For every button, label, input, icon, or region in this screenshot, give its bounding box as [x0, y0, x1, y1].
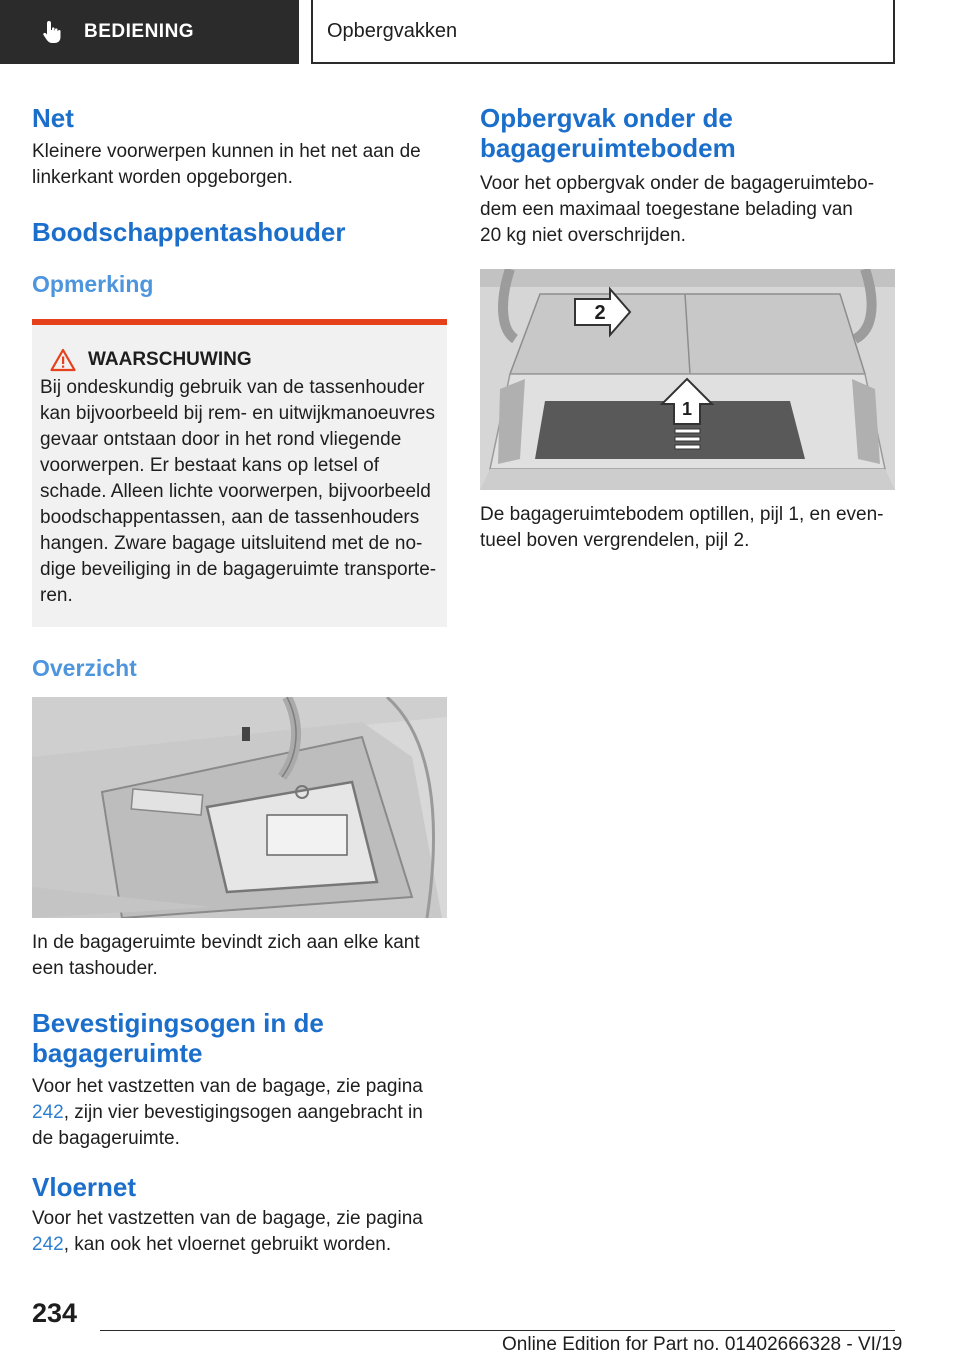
page-number: 234: [32, 1298, 78, 1328]
edition-text: Online Edition for Part no. 01402666328 - VI/19: [502, 1334, 903, 1355]
warning-title: WAARSCHUWING: [88, 349, 252, 370]
page-ref-link[interactable]: 242: [32, 1234, 64, 1255]
heading-shopping-bag-holder: Boodschappentashouder: [32, 217, 346, 247]
eyelets-text-after: , zijn vier bevestigingsogen aangebracht in de bagageruimte.: [32, 1102, 423, 1149]
heading-overview: Overzicht: [32, 655, 137, 681]
warning-text: Bij ondeskundig gebruik van de tassenhouder kan bijvoorbeeld bij rem- en uitwijkmanoeuvres gevaar ontstaan door in het rond vliegende voorwerpen. Er bestaat kans op letsel of schade. Alleen lichte voorwerpen, bijvoorbeeld boodschappentassen, aan de tassenhouders hangen. Zware bagage uitsluitend met de nodige beveiliging in de bagageruimte transporteren.: [40, 377, 437, 606]
footer-divider: [100, 1330, 895, 1331]
floor-net-text-after: , kan ook het vloernet gebruikt worden.: [63, 1234, 392, 1255]
eyelets-text-before: Voor het vastzetten van de bagage, zie pagina: [32, 1076, 423, 1097]
heading-net: Net: [32, 103, 74, 133]
warning-box: [32, 319, 447, 627]
arrow-label-2: 2: [594, 302, 606, 324]
overview-caption: In de bagageruimte bevindt zich aan elke kant een tashouder.: [32, 932, 420, 979]
storage-text: Voor het opbergvak onder de bagageruimtebodem een maximaal toegestane belading van 20 kg niet overschrijden.: [480, 173, 875, 246]
trunk-bag-holder-illustration: [32, 697, 447, 918]
left-column: [32, 100, 447, 1258]
floor-net-text-before: Voor het vastzetten van de bagage, zie pagina: [32, 1208, 423, 1229]
floor-net-text: [32, 1206, 447, 1258]
section-tab: [0, 0, 299, 64]
heading-floor-net: Vloernet: [32, 1172, 137, 1202]
heading-storage-under-floor: Opbergvak onder de bagageruimtebodem: [480, 103, 736, 163]
right-column: [480, 100, 895, 554]
eyelets-text: [32, 1074, 447, 1152]
section-label: BEDIENING: [84, 21, 195, 42]
floor-caption: De bagageruimtebodem optillen, pijl 1, en eventueel boven vergrendelen, pijl 2.: [480, 504, 884, 551]
footer-edition: [502, 1334, 902, 1356]
net-text: Kleinere voorwerpen kunnen in het net aan de linkerkant worden opgeborgen.: [32, 141, 421, 188]
arrow-label-1: 1: [681, 399, 693, 419]
chapter-title: Opbergvakken: [311, 0, 895, 64]
warning-triangle-icon: [50, 348, 76, 372]
trunk-floor-illustration: [480, 269, 895, 490]
heading-note: Opmerking: [32, 271, 154, 297]
warning-title-row: [40, 347, 439, 373]
page-ref-link[interactable]: 242: [32, 1102, 64, 1123]
hand-pointer-icon: [40, 19, 66, 45]
heading-eyelets: Bevestigingsogen in de bagageruimte: [32, 1008, 324, 1068]
